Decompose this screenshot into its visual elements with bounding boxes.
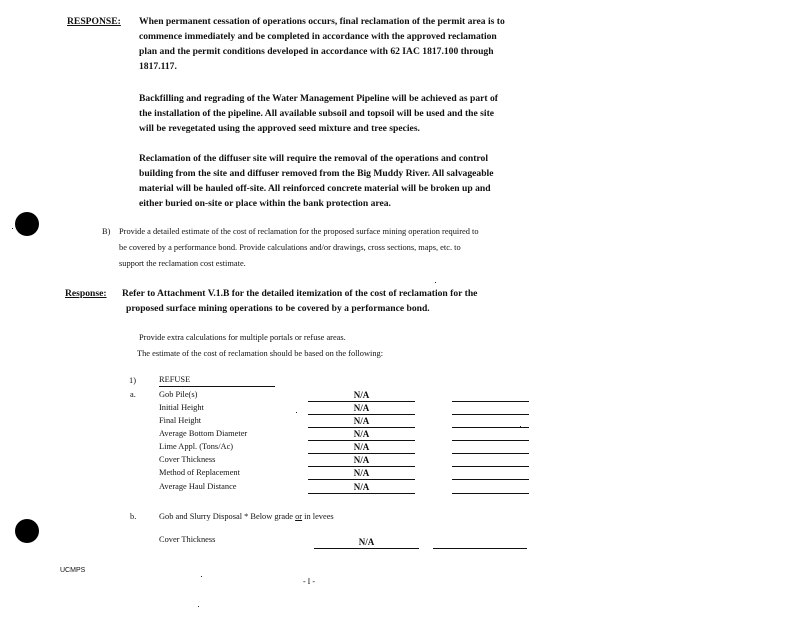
instructions xyxy=(137,330,557,362)
text-line: either buried on-site or place within the bank protection area. xyxy=(139,198,391,209)
row-value-field: N/A xyxy=(308,389,415,402)
text-line: material will be hauled off-site. All reinforced concrete material will be broken up and xyxy=(139,183,491,194)
text-line: When permanent cessation of operations occurs, final reclamation of the permit area is to xyxy=(139,16,505,27)
row-value-field: N/A xyxy=(308,415,415,428)
blank-field xyxy=(452,454,529,467)
row-label: Method of Replacement xyxy=(159,468,240,477)
text-line: The estimate of the cost of reclamation should be based on the following: xyxy=(137,349,384,358)
sub-b-text xyxy=(159,509,334,525)
text-line: the installation of the pipeline. All available subsoil and topsoil will be used and the site xyxy=(139,108,495,119)
response-label: RESPONSE: xyxy=(67,16,121,27)
blank-field xyxy=(452,415,529,428)
sub-b-text-or: or xyxy=(295,512,303,521)
blank-field xyxy=(452,467,529,480)
text-line: support the reclamation cost estimate. xyxy=(119,259,246,268)
punch-hole-top xyxy=(15,212,39,236)
row-value-field: N/A xyxy=(308,454,415,467)
scan-speck xyxy=(296,412,297,413)
text-line: plan and the permit conditions developed in accordance with 62 IAC 1817.100 through xyxy=(139,46,494,57)
scan-speck xyxy=(12,228,13,229)
text-line: Reclamation of the diffuser site will require the removal of the operations and control xyxy=(139,153,488,164)
row-label: Initial Height xyxy=(159,403,204,412)
blank-field xyxy=(452,441,529,454)
sub-b-marker: b. xyxy=(130,512,137,521)
item-b-marker: B) xyxy=(102,227,111,236)
sub-a-marker: a. xyxy=(130,390,136,399)
item-b-text xyxy=(119,224,564,272)
row-label: Lime Appl. (Tons/Ac) xyxy=(159,442,234,451)
text-line: Refer to Attachment V.1.B for the detailed itemization of the cost of reclamation for the xyxy=(122,288,478,299)
row-label: Cover Thickness xyxy=(159,455,216,464)
text-line: Provide extra calculations for multiple portals or refuse areas. xyxy=(139,333,346,342)
text-line: 1817.117. xyxy=(139,61,177,72)
response-paragraph-1 xyxy=(139,14,579,74)
scan-speck xyxy=(198,606,199,607)
row-value-field: N/A xyxy=(308,481,415,494)
section-title: REFUSE xyxy=(159,373,275,387)
text-line: be covered by a performance bond. Provide calculations and/or drawings, cross sections, maps, etc. to xyxy=(119,243,461,252)
cover-thickness-value: N/A xyxy=(314,536,419,549)
text-line: proposed surface mining operations to be covered by a performance bond. xyxy=(126,303,430,314)
sub-b-text-pre: Gob and Slurry Disposal * Below grade xyxy=(159,512,296,521)
blank-field xyxy=(452,428,529,441)
scan-speck xyxy=(435,282,436,283)
text-line: building from the site and diffuser removed from the Big Muddy River. All salvageable xyxy=(139,168,494,179)
row-value-field: N/A xyxy=(308,467,415,480)
row-value-field: N/A xyxy=(308,441,415,454)
blank-field xyxy=(433,536,527,549)
text-line: commence immediately and be completed in accordance with the approved reclamation xyxy=(139,31,497,42)
row-value-field: N/A xyxy=(308,428,415,441)
cover-thickness-label: Cover Thickness xyxy=(159,535,216,544)
text-line: Provide a detailed estimate of the cost of reclamation for the proposed surface mining operation required to xyxy=(119,227,479,236)
response-paragraph-3 xyxy=(139,151,579,211)
scan-speck xyxy=(201,576,202,577)
row-label: Average Haul Distance xyxy=(159,482,237,491)
blank-field xyxy=(452,402,529,415)
text-line: will be revegetated using the approved seed mixture and tree species. xyxy=(139,123,420,134)
section-number: 1) xyxy=(129,376,136,385)
sub-b-text-post: in levees xyxy=(302,512,334,521)
blank-field xyxy=(452,389,529,402)
text-line: Backfilling and regrading of the Water Management Pipeline will be achieved as part of xyxy=(139,93,498,104)
row-label: Gob Pile(s) xyxy=(159,390,198,399)
punch-hole-bottom xyxy=(15,519,39,543)
response2-text xyxy=(122,286,562,316)
row-label: Average Bottom Diameter xyxy=(159,429,248,438)
row-label: Final Height xyxy=(159,416,202,425)
footer-left: UCMPS xyxy=(60,567,86,574)
row-value-field: N/A xyxy=(308,402,415,415)
page-number: - I - xyxy=(303,577,315,586)
response2-label: Response: xyxy=(65,288,107,299)
blank-field xyxy=(452,481,529,494)
scan-speck xyxy=(520,426,521,427)
response-paragraph-2 xyxy=(139,91,579,136)
